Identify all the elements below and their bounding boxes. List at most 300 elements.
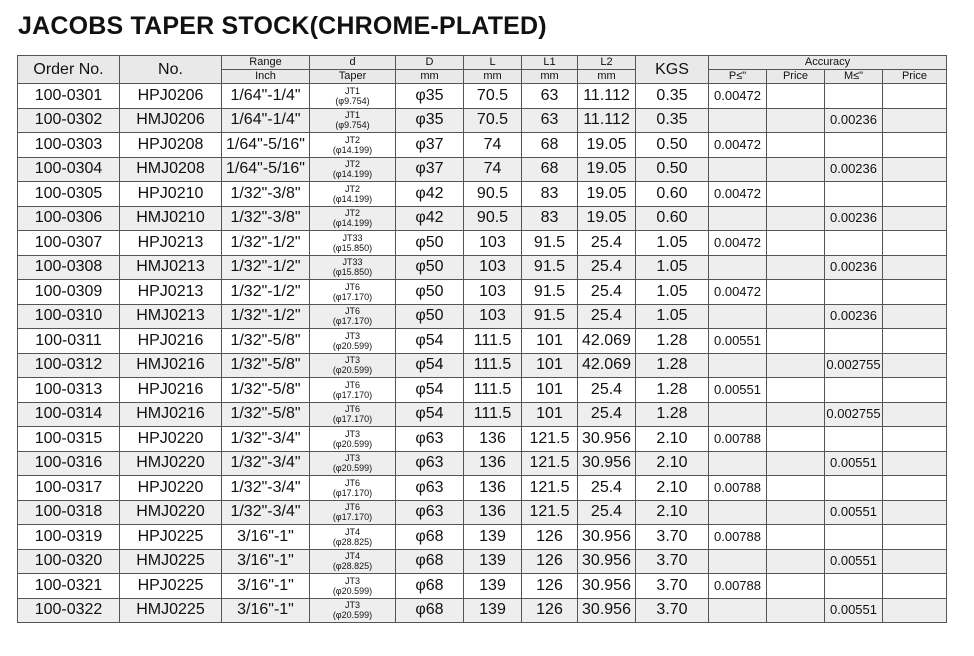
weight-cell: 3.70 [636, 549, 709, 574]
taper-cell [310, 231, 396, 256]
length2-cell: 11.112 [578, 84, 636, 109]
taper-diameter: (φ17.170) [332, 389, 373, 400]
table-row [18, 500, 947, 525]
table-body [18, 84, 947, 623]
taper-cell [310, 500, 396, 525]
taper-cell [310, 84, 396, 109]
range-cell: 1/32"-3/4" [222, 427, 310, 452]
range-cell: 1/64"-5/16" [222, 157, 310, 182]
length1-cell: 101 [522, 402, 578, 427]
item-no-cell: HMJ0220 [120, 500, 222, 525]
item-no-cell: HPJ0216 [120, 329, 222, 354]
accuracy-m-cell: 0.00236 [825, 108, 883, 133]
length2-cell: 25.4 [578, 280, 636, 305]
header-D-unit: mm [396, 70, 464, 84]
taper-code: JT1 [344, 85, 360, 96]
length-cell: 139 [464, 574, 522, 599]
taper-diameter: (φ28.825) [332, 536, 373, 547]
price-m-cell [883, 353, 947, 378]
range-cell: 1/32"-3/8" [222, 182, 310, 207]
taper-code: JT6 [344, 281, 360, 292]
price-p-cell [767, 304, 825, 329]
length1-cell: 91.5 [522, 231, 578, 256]
order-no-cell: 100-0304 [18, 157, 120, 182]
price-p-cell [767, 133, 825, 158]
taper-cell [310, 525, 396, 550]
price-p-cell [767, 549, 825, 574]
table-row [18, 329, 947, 354]
range-cell: 3/16"-1" [222, 549, 310, 574]
length-cell: 111.5 [464, 378, 522, 403]
weight-cell: 2.10 [636, 451, 709, 476]
length-cell: 136 [464, 451, 522, 476]
price-m-cell [883, 451, 947, 476]
taper-diameter: (φ15.850) [332, 242, 373, 253]
taper-stock-table [17, 55, 947, 623]
price-p-cell [767, 182, 825, 207]
accuracy-m-cell: 0.00236 [825, 304, 883, 329]
item-no-cell: HPJ0206 [120, 84, 222, 109]
order-no-cell: 100-0311 [18, 329, 120, 354]
diameter-cell: φ63 [396, 427, 464, 452]
length2-cell: 25.4 [578, 255, 636, 280]
table-row [18, 402, 947, 427]
diameter-cell: φ54 [396, 329, 464, 354]
price-m-cell [883, 133, 947, 158]
length1-cell: 91.5 [522, 304, 578, 329]
order-no-cell: 100-0308 [18, 255, 120, 280]
taper-code: JT6 [344, 404, 360, 415]
diameter-cell: φ63 [396, 451, 464, 476]
accuracy-m-cell [825, 231, 883, 256]
length1-cell: 126 [522, 549, 578, 574]
accuracy-p-cell [709, 451, 767, 476]
diameter-cell: φ50 [396, 231, 464, 256]
price-m-cell [883, 255, 947, 280]
accuracy-m-cell [825, 427, 883, 452]
price-p-cell [767, 157, 825, 182]
taper-code: JT6 [344, 477, 360, 488]
item-no-cell: HMJ0213 [120, 304, 222, 329]
price-m-cell [883, 525, 947, 550]
taper-cell [310, 427, 396, 452]
header-range-unit: Inch [222, 70, 310, 84]
price-p-cell [767, 451, 825, 476]
taper-diameter: (φ20.599) [332, 610, 373, 621]
taper-cell [310, 598, 396, 623]
taper-cell [310, 182, 396, 207]
length1-cell: 126 [522, 598, 578, 623]
item-no-cell: HMJ0225 [120, 598, 222, 623]
header-accuracy-m: M≤" [825, 70, 883, 84]
order-no-cell: 100-0313 [18, 378, 120, 403]
table-row [18, 427, 947, 452]
taper-diameter: (φ20.599) [332, 585, 373, 596]
item-no-cell: HPJ0225 [120, 525, 222, 550]
accuracy-m-cell: 0.00551 [825, 500, 883, 525]
length2-cell: 30.956 [578, 525, 636, 550]
length-cell: 74 [464, 157, 522, 182]
length1-cell: 68 [522, 157, 578, 182]
table-row [18, 525, 947, 550]
accuracy-p-cell [709, 255, 767, 280]
price-m-cell [883, 402, 947, 427]
range-cell: 1/32"-3/4" [222, 476, 310, 501]
header-L-unit: mm [464, 70, 522, 84]
length2-cell: 25.4 [578, 378, 636, 403]
taper-code: JT2 [344, 134, 360, 145]
taper-code: JT33 [342, 257, 363, 268]
taper-code: JT3 [344, 355, 360, 366]
weight-cell: 1.05 [636, 255, 709, 280]
header-L: L [464, 56, 522, 70]
price-p-cell [767, 500, 825, 525]
item-no-cell: HMJ0206 [120, 108, 222, 133]
header-L1: L1 [522, 56, 578, 70]
price-p-cell [767, 231, 825, 256]
table-row [18, 451, 947, 476]
length-cell: 136 [464, 476, 522, 501]
length-cell: 139 [464, 598, 522, 623]
taper-diameter: (φ17.170) [332, 487, 373, 498]
taper-code: JT2 [344, 208, 360, 219]
range-cell: 3/16"-1" [222, 525, 310, 550]
price-m-cell [883, 84, 947, 109]
accuracy-p-cell [709, 402, 767, 427]
taper-cell [310, 574, 396, 599]
header-no: No. [120, 56, 222, 84]
item-no-cell: HMJ0208 [120, 157, 222, 182]
length2-cell: 25.4 [578, 476, 636, 501]
length1-cell: 83 [522, 182, 578, 207]
diameter-cell: φ37 [396, 157, 464, 182]
item-no-cell: HPJ0210 [120, 182, 222, 207]
order-no-cell: 100-0305 [18, 182, 120, 207]
length2-cell: 30.956 [578, 549, 636, 574]
length1-cell: 63 [522, 108, 578, 133]
order-no-cell: 100-0317 [18, 476, 120, 501]
accuracy-m-cell: 0.00236 [825, 157, 883, 182]
order-no-cell: 100-0301 [18, 84, 120, 109]
length-cell: 90.5 [464, 182, 522, 207]
accuracy-p-cell: 0.00472 [709, 231, 767, 256]
header-price-p: Price [767, 70, 825, 84]
length-cell: 103 [464, 280, 522, 305]
diameter-cell: φ50 [396, 255, 464, 280]
weight-cell: 0.35 [636, 84, 709, 109]
accuracy-p-cell: 0.00788 [709, 525, 767, 550]
diameter-cell: φ37 [396, 133, 464, 158]
range-cell: 1/32"-1/2" [222, 255, 310, 280]
taper-cell [310, 353, 396, 378]
taper-code: JT2 [344, 159, 360, 170]
table-row [18, 476, 947, 501]
taper-cell [310, 549, 396, 574]
order-no-cell: 100-0322 [18, 598, 120, 623]
price-m-cell [883, 280, 947, 305]
weight-cell: 2.10 [636, 500, 709, 525]
header-order-no: Order No. [18, 56, 120, 84]
item-no-cell: HMJ0220 [120, 451, 222, 476]
length-cell: 136 [464, 500, 522, 525]
range-cell: 1/32"-1/2" [222, 304, 310, 329]
item-no-cell: HPJ0208 [120, 133, 222, 158]
weight-cell: 1.05 [636, 280, 709, 305]
accuracy-m-cell [825, 525, 883, 550]
accuracy-p-cell: 0.00788 [709, 574, 767, 599]
header-kgs: KGS [636, 56, 709, 84]
order-no-cell: 100-0307 [18, 231, 120, 256]
range-cell: 1/32"-1/2" [222, 231, 310, 256]
table-row [18, 353, 947, 378]
order-no-cell: 100-0302 [18, 108, 120, 133]
diameter-cell: φ42 [396, 206, 464, 231]
length1-cell: 121.5 [522, 451, 578, 476]
order-no-cell: 100-0314 [18, 402, 120, 427]
taper-diameter: (φ17.170) [332, 414, 373, 425]
header-L1-unit: mm [522, 70, 578, 84]
order-no-cell: 100-0320 [18, 549, 120, 574]
length2-cell: 25.4 [578, 500, 636, 525]
taper-code: JT4 [344, 526, 360, 537]
diameter-cell: φ68 [396, 525, 464, 550]
taper-code: JT4 [344, 551, 360, 562]
table-row [18, 231, 947, 256]
taper-code: JT3 [344, 428, 360, 439]
length-cell: 103 [464, 304, 522, 329]
length-cell: 103 [464, 255, 522, 280]
length1-cell: 126 [522, 525, 578, 550]
range-cell: 1/32"-5/8" [222, 353, 310, 378]
order-no-cell: 100-0306 [18, 206, 120, 231]
length2-cell: 19.05 [578, 157, 636, 182]
weight-cell: 2.10 [636, 476, 709, 501]
header-d-unit: Taper [310, 70, 396, 84]
weight-cell: 0.50 [636, 157, 709, 182]
accuracy-m-cell [825, 84, 883, 109]
price-p-cell [767, 525, 825, 550]
price-m-cell [883, 427, 947, 452]
header-L2-unit: mm [578, 70, 636, 84]
item-no-cell: HMJ0225 [120, 549, 222, 574]
range-cell: 1/64"-5/16" [222, 133, 310, 158]
accuracy-p-cell [709, 549, 767, 574]
taper-diameter: (φ20.599) [332, 438, 373, 449]
accuracy-p-cell [709, 304, 767, 329]
table-row [18, 549, 947, 574]
page-title: JACOBS TAPER STOCK(CHROME-PLATED) [18, 12, 547, 40]
taper-code: JT6 [344, 502, 360, 513]
length-cell: 103 [464, 231, 522, 256]
order-no-cell: 100-0316 [18, 451, 120, 476]
length-cell: 70.5 [464, 108, 522, 133]
price-m-cell [883, 108, 947, 133]
header-L2: L2 [578, 56, 636, 70]
length2-cell: 25.4 [578, 402, 636, 427]
taper-code: JT1 [344, 110, 360, 121]
diameter-cell: φ68 [396, 574, 464, 599]
range-cell: 1/32"-5/8" [222, 378, 310, 403]
price-p-cell [767, 329, 825, 354]
taper-code: JT3 [344, 330, 360, 341]
taper-diameter: (φ14.199) [332, 144, 373, 155]
length-cell: 139 [464, 549, 522, 574]
weight-cell: 1.05 [636, 304, 709, 329]
accuracy-p-cell: 0.00472 [709, 84, 767, 109]
accuracy-m-cell [825, 378, 883, 403]
length1-cell: 126 [522, 574, 578, 599]
taper-cell [310, 108, 396, 133]
accuracy-p-cell [709, 157, 767, 182]
accuracy-p-cell [709, 206, 767, 231]
price-p-cell [767, 108, 825, 133]
accuracy-p-cell: 0.00788 [709, 476, 767, 501]
accuracy-m-cell [825, 133, 883, 158]
item-no-cell: HPJ0213 [120, 280, 222, 305]
accuracy-m-cell: 0.002755 [825, 402, 883, 427]
accuracy-p-cell: 0.00788 [709, 427, 767, 452]
weight-cell: 1.05 [636, 231, 709, 256]
diameter-cell: φ50 [396, 304, 464, 329]
accuracy-p-cell: 0.00472 [709, 182, 767, 207]
table-row [18, 574, 947, 599]
taper-code: JT3 [344, 600, 360, 611]
length1-cell: 121.5 [522, 500, 578, 525]
accuracy-p-cell: 0.00551 [709, 378, 767, 403]
table-row [18, 255, 947, 280]
taper-cell [310, 133, 396, 158]
weight-cell: 3.70 [636, 525, 709, 550]
taper-code: JT3 [344, 575, 360, 586]
range-cell: 1/32"-3/8" [222, 206, 310, 231]
header-accuracy: Accuracy [709, 56, 947, 70]
order-no-cell: 100-0319 [18, 525, 120, 550]
length1-cell: 101 [522, 378, 578, 403]
length2-cell: 11.112 [578, 108, 636, 133]
accuracy-p-cell: 0.00472 [709, 133, 767, 158]
weight-cell: 0.60 [636, 206, 709, 231]
taper-cell [310, 476, 396, 501]
order-no-cell: 100-0309 [18, 280, 120, 305]
order-no-cell: 100-0303 [18, 133, 120, 158]
length2-cell: 19.05 [578, 206, 636, 231]
taper-cell [310, 206, 396, 231]
diameter-cell: φ54 [396, 353, 464, 378]
diameter-cell: φ35 [396, 84, 464, 109]
length2-cell: 19.05 [578, 182, 636, 207]
taper-diameter: (φ20.599) [332, 340, 373, 351]
table-row [18, 133, 947, 158]
diameter-cell: φ63 [396, 476, 464, 501]
taper-diameter: (φ20.599) [332, 463, 373, 474]
price-m-cell [883, 500, 947, 525]
length2-cell: 42.069 [578, 329, 636, 354]
taper-diameter: (φ17.170) [332, 316, 373, 327]
length-cell: 136 [464, 427, 522, 452]
length2-cell: 25.4 [578, 304, 636, 329]
taper-code: JT3 [344, 453, 360, 464]
table-row [18, 182, 947, 207]
taper-cell [310, 280, 396, 305]
length-cell: 111.5 [464, 402, 522, 427]
diameter-cell: φ50 [396, 280, 464, 305]
price-m-cell [883, 231, 947, 256]
taper-cell [310, 378, 396, 403]
taper-diameter: (φ20.599) [332, 365, 373, 376]
accuracy-p-cell: 0.00551 [709, 329, 767, 354]
price-p-cell [767, 378, 825, 403]
range-cell: 3/16"-1" [222, 574, 310, 599]
range-cell: 1/32"-5/8" [222, 402, 310, 427]
diameter-cell: φ63 [396, 500, 464, 525]
table-row [18, 378, 947, 403]
item-no-cell: HMJ0216 [120, 402, 222, 427]
table-row [18, 108, 947, 133]
taper-diameter: (φ14.199) [332, 169, 373, 180]
price-p-cell [767, 598, 825, 623]
price-m-cell [883, 206, 947, 231]
taper-diameter: (φ15.850) [332, 267, 373, 278]
taper-diameter: (φ17.170) [332, 291, 373, 302]
weight-cell: 1.28 [636, 378, 709, 403]
length1-cell: 121.5 [522, 476, 578, 501]
item-no-cell: HPJ0220 [120, 476, 222, 501]
accuracy-p-cell [709, 500, 767, 525]
weight-cell: 1.28 [636, 353, 709, 378]
weight-cell: 3.70 [636, 574, 709, 599]
accuracy-m-cell [825, 476, 883, 501]
price-m-cell [883, 574, 947, 599]
length-cell: 111.5 [464, 353, 522, 378]
taper-cell [310, 451, 396, 476]
weight-cell: 2.10 [636, 427, 709, 452]
length2-cell: 42.069 [578, 353, 636, 378]
price-m-cell [883, 476, 947, 501]
price-p-cell [767, 427, 825, 452]
header-price-m: Price [883, 70, 947, 84]
item-no-cell: HPJ0225 [120, 574, 222, 599]
range-cell: 1/64"-1/4" [222, 84, 310, 109]
taper-diameter: (φ28.825) [332, 561, 373, 572]
length-cell: 74 [464, 133, 522, 158]
diameter-cell: φ42 [396, 182, 464, 207]
accuracy-m-cell: 0.00236 [825, 206, 883, 231]
length-cell: 90.5 [464, 206, 522, 231]
item-no-cell: HPJ0216 [120, 378, 222, 403]
taper-diameter: (φ14.199) [332, 193, 373, 204]
length2-cell: 30.956 [578, 574, 636, 599]
length1-cell: 91.5 [522, 280, 578, 305]
length2-cell: 30.956 [578, 451, 636, 476]
price-m-cell [883, 598, 947, 623]
length-cell: 111.5 [464, 329, 522, 354]
length1-cell: 101 [522, 329, 578, 354]
item-no-cell: HPJ0213 [120, 231, 222, 256]
taper-cell [310, 329, 396, 354]
length2-cell: 25.4 [578, 231, 636, 256]
table-row [18, 280, 947, 305]
price-p-cell [767, 84, 825, 109]
accuracy-p-cell [709, 353, 767, 378]
length1-cell: 91.5 [522, 255, 578, 280]
accuracy-p-cell [709, 598, 767, 623]
diameter-cell: φ54 [396, 378, 464, 403]
weight-cell: 0.60 [636, 182, 709, 207]
range-cell: 3/16"-1" [222, 598, 310, 623]
table-row [18, 598, 947, 623]
item-no-cell: HMJ0210 [120, 206, 222, 231]
range-cell: 1/32"-5/8" [222, 329, 310, 354]
